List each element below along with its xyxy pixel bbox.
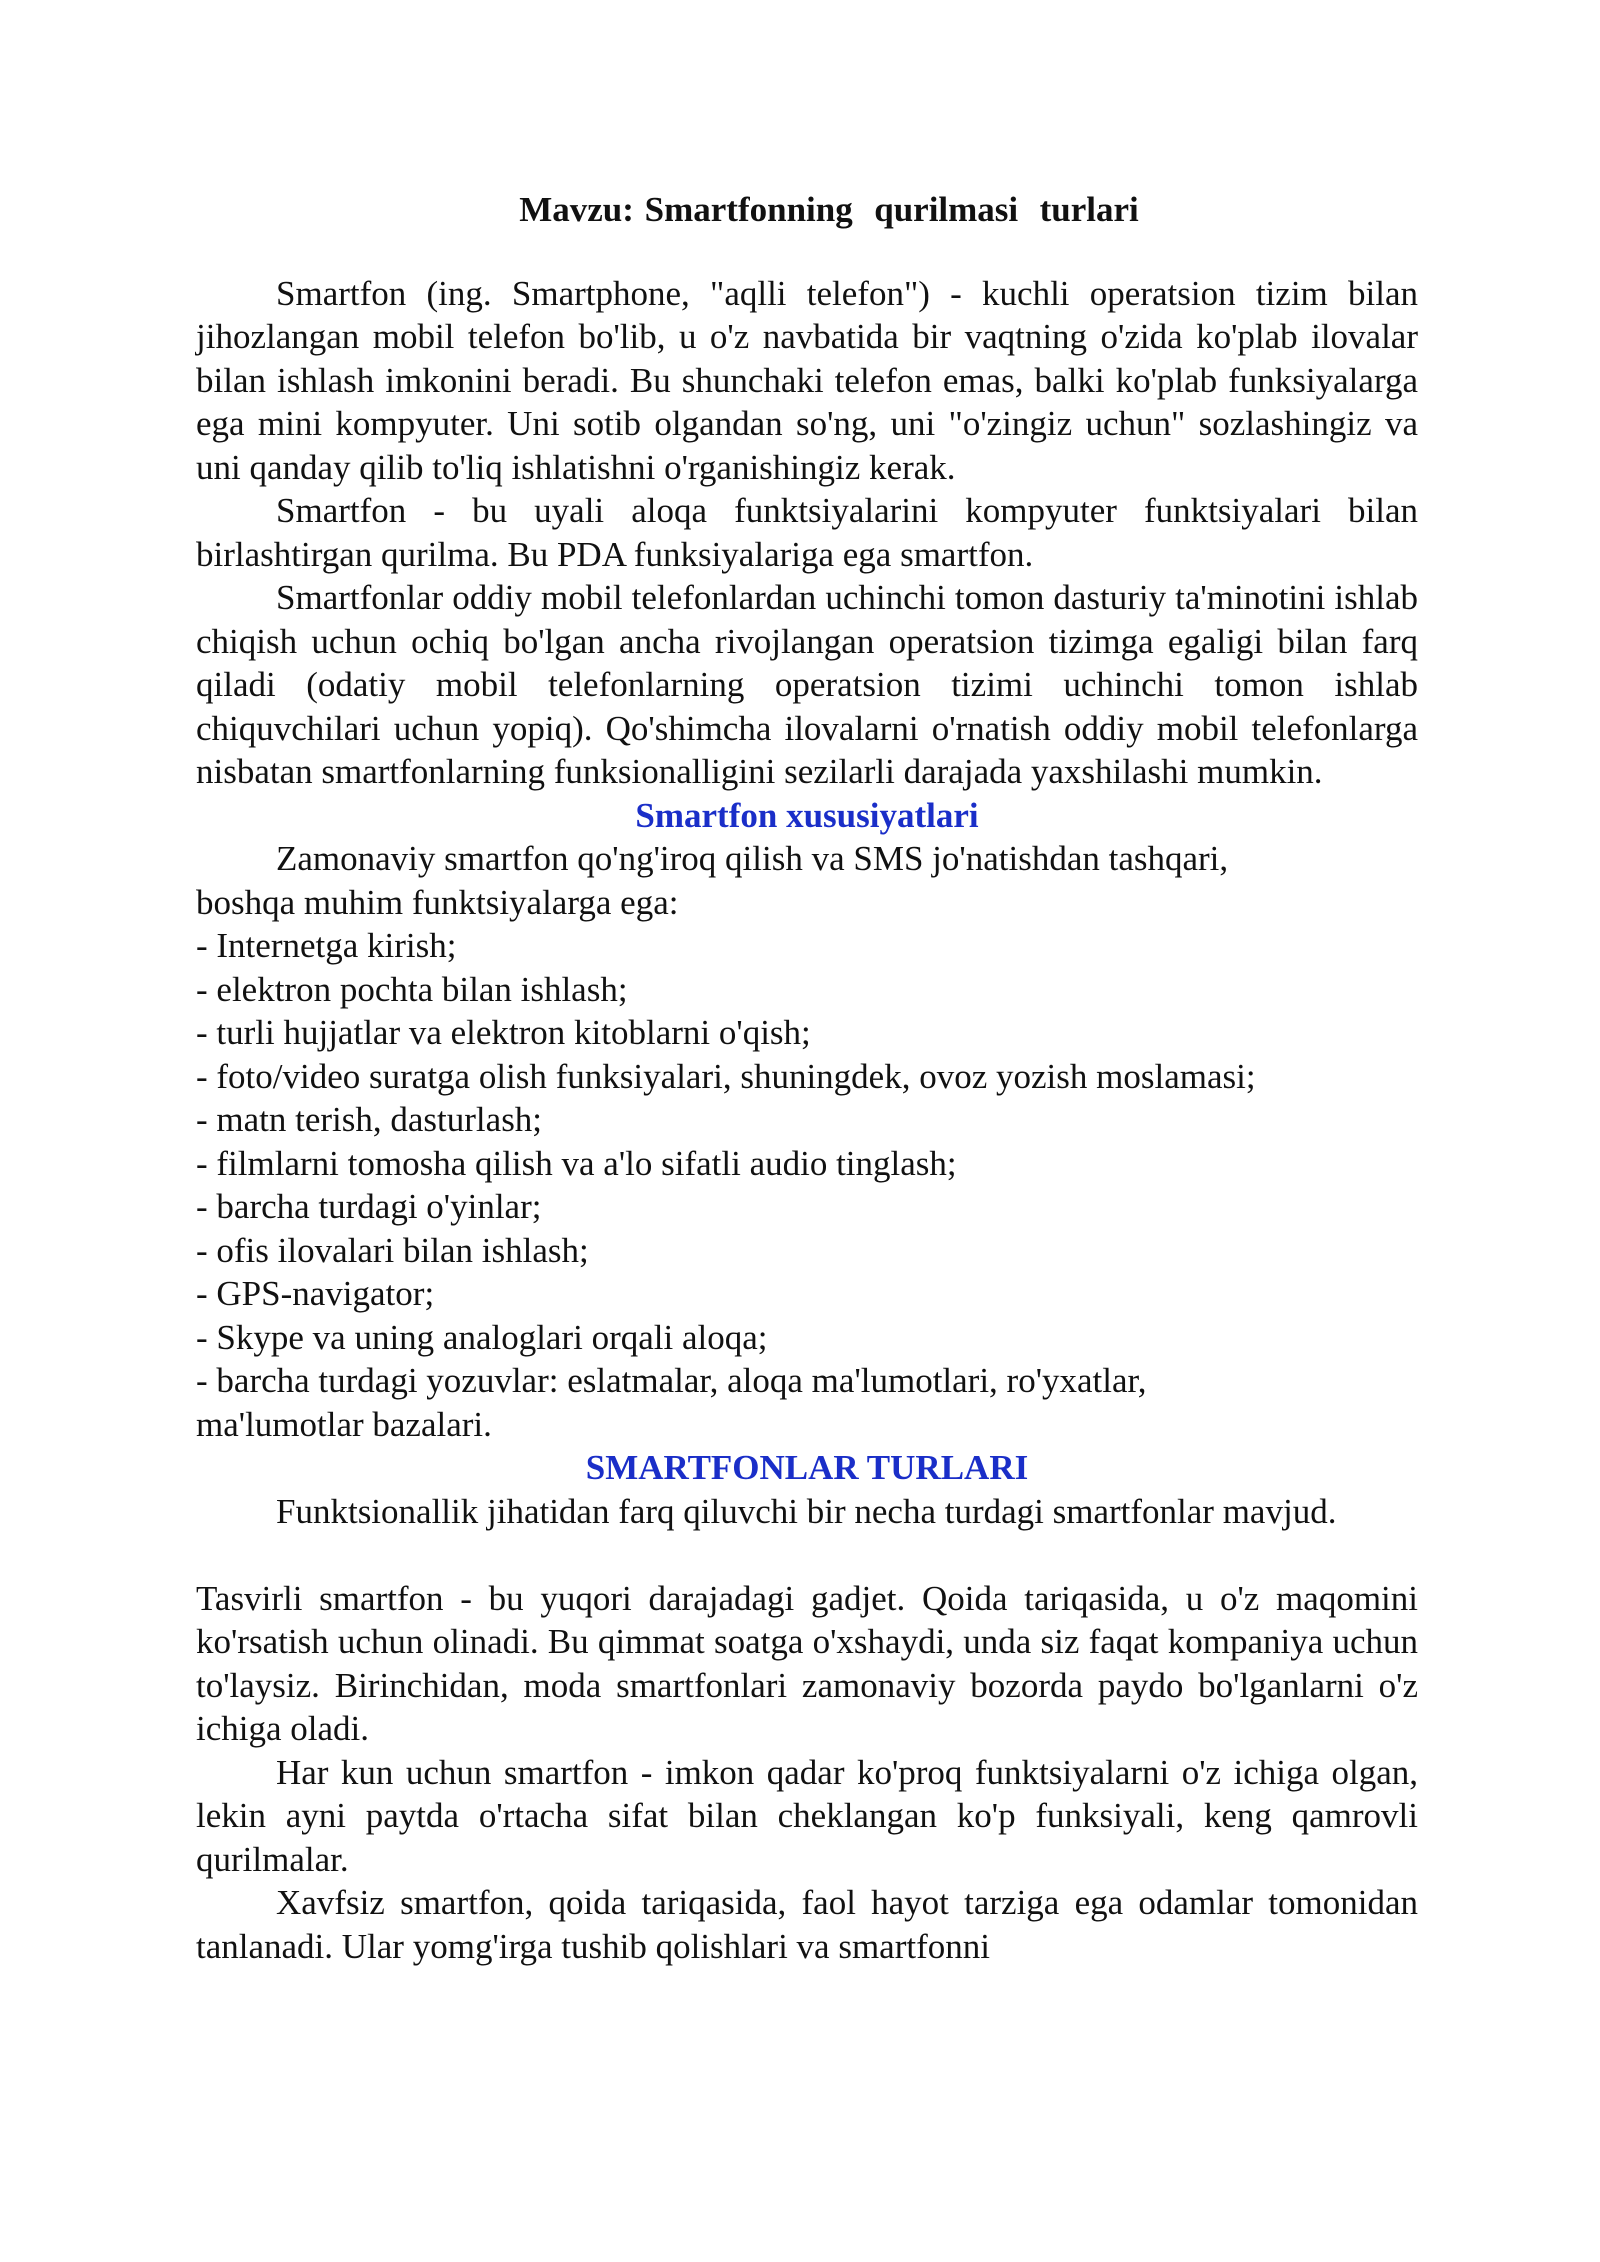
list-item: - filmlarni tomosha qilish va a'lo sifatli audio tinglash; <box>196 1143 957 1183</box>
type-paragraph-everyday: Har kun uchun smartfon - imkon qadar ko'proq funktsiyalarni o'z ichiga olgan, lekin ayni paytda o'rtacha sifat bilan cheklangan ko'p funksiyali, keng qamrovli qurilmalar. <box>196 1752 1418 1879</box>
list-item: - ofis ilovalari bilan ishlash; <box>196 1230 589 1270</box>
list-item: ma'lumotlar bazalari. <box>196 1404 492 1444</box>
type-paragraph-image: Tasvirli smartfon - bu yuqori darajadagi gadjet. Qoida tariqasida, u o'z maqomini ko'rsatish uchun olinadi. Bu qimmat soatga o'xshaydi, unda siz faqat kompaniya uchun to'laysiz. Birinchidan, moda smartfonlari zamonaviy bozorda paydo bo'lganlarni o'z ichiga oladi. <box>196 1578 1418 1748</box>
list-item: - Internetga kirish; <box>196 926 457 965</box>
list-item: - Skype va uning analoglari orqali aloqa; <box>196 1317 768 1357</box>
list-item: - barcha turdagi o'yinlar; <box>196 1187 542 1226</box>
list-item: - elektron pochta bilan ishlash; <box>196 969 628 1009</box>
list-item: - barcha turdagi yozuvlar: eslatmalar, aloqa ma'lumotlari, ro'yxatlar, <box>196 1361 1147 1400</box>
type-paragraph-secure: Xavfsiz smartfon, qoida tariqasida, faol hayot tarziga ega odamlar tomonidan tanlanadi. Ular yomg'irga tushib qolishlari va smartfonni <box>196 1883 1418 1966</box>
list-item: - matn terish, dasturlash; <box>196 1100 543 1139</box>
document-page <box>196 188 1418 1968</box>
features-intro-line-1: Zamonaviy smartfon qo'ng'iroq qilish va SMS jo'natishdan tashqari, <box>276 839 1229 878</box>
list-item: - foto/video suratga olish funksiyalari, shuningdek, ovoz yozish moslamasi; <box>196 1056 1256 1096</box>
document-title: Mavzu: Smartfonning qurilmasi turlari <box>519 190 1139 229</box>
list-item: - GPS-navigator; <box>196 1274 435 1313</box>
features-intro-line-2: boshqa muhim funktsiyalarga ega: <box>196 882 679 922</box>
intro-paragraph-1: Smartfon (ing. Smartphone, "aqlli telefon") - kuchli operatsion tizim bilan jihozlangan mobil telefon bo'lib, u o'z navbatida bir vaqtning o'zida ko'plab ilovalar bilan ishlash imkonini beradi. Bu shunchaki telefon emas, balki ko'plab funksiyalarga ega mini kompyuter. Uni sotib olgandan so'ng, uni "o'zingiz uchun" sozlashingiz va uni qanday qilib to'liq ishlatishni o'rganishingiz kerak. <box>196 273 1418 487</box>
features-list <box>196 924 1418 1446</box>
features-intro <box>196 837 1418 924</box>
list-item: - turli hujjatlar va elektron kitoblarni o'qish; <box>196 1013 811 1052</box>
types-heading: SMARTFONLAR TURLARI <box>585 1448 1029 1487</box>
types-intro-paragraph: Funktsionallik jihatidan farq qiluvchi bir necha turdagi smartfonlar mavjud. <box>276 1491 1337 1531</box>
intro-paragraph-2: Smartfon - bu uyali aloqa funktsiyalarini kompyuter funktsiyalari bilan birlashtirgan qurilma. Bu PDA funksiyalariga ega smartfon. <box>196 491 1418 574</box>
features-heading: Smartfon xususiyatlari <box>635 795 979 835</box>
intro-paragraph-3: Smartfonlar oddiy mobil telefonlardan uchinchi tomon dasturiy ta'minotini ishlab chiqish uchun ochiq bo'lgan ancha rivojlangan operatsion tizimga egaligi bilan farq qiladi (odatiy mobil telefonlarning operatsion tizimi uchinchi tomon ishlab chiquvchilari uchun yopiq). Qo'shimcha ilovalarni o'rnatish oddiy mobil telefonlarga nisbatan smartfonlarning funksionalligini sezilarli darajada yaxshilashi mumkin. <box>196 578 1418 791</box>
paragraph-spacer <box>196 1533 1418 1577</box>
